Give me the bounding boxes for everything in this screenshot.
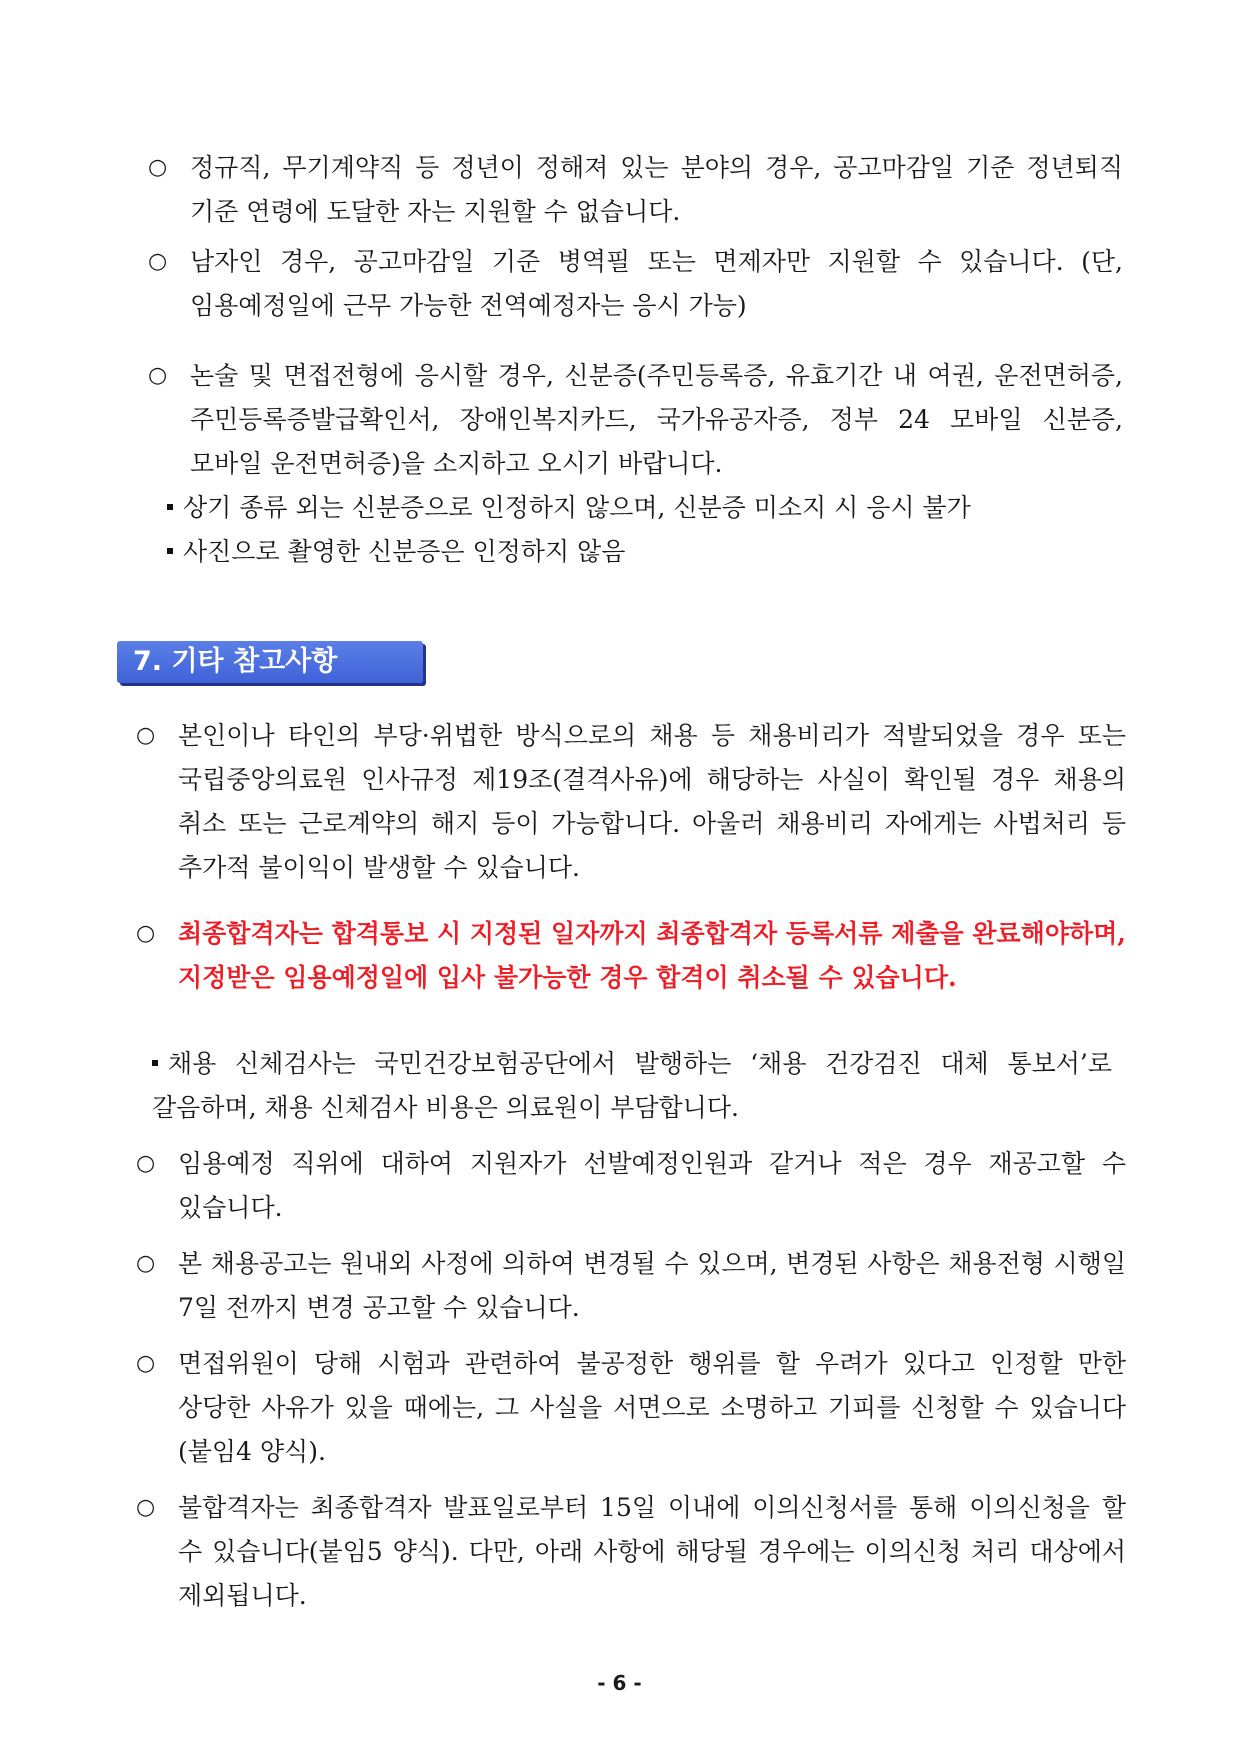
notice-military-service (148, 240, 1123, 328)
section-header: 7. 기타 참고사항 (117, 641, 423, 683)
notice-hiring-corruption (136, 714, 1126, 890)
sub-item-health-check: 채용 신체검사는 국민건강보험공단에서 발행하는 ‘채용 건강검진 대체 통보서’로 갈음하며, 채용 신체검사 비용은 의료원이 부담합니다. (152, 1049, 1112, 1122)
sub-item-id-types: 상기 종류 외는 신분증으로 인정하지 않으며, 신분증 미소지 시 응시 불가 (167, 486, 971, 530)
square-bullet-icon (167, 504, 173, 510)
notice-text: 면접위원이 당해 시험과 관련하여 불공정한 행위를 할 우려가 있다고 인정할 만한 상당한 사유가 있을 때에는, 그 사실을 서면으로 소명하고 기피를 신청할 수 있습니다(붙임4 양식). (178, 1349, 1126, 1466)
circle-bullet-icon: ○ (148, 155, 168, 180)
page-number: - 6 - (597, 1671, 642, 1695)
circle-bullet-icon: ○ (136, 723, 156, 748)
notice-final-registration (136, 912, 1126, 1000)
circle-bullet-icon: ○ (136, 1495, 156, 1520)
notice-text: 본 채용공고는 원내외 사정에 의하여 변경될 수 있으며, 변경된 사항은 채용전형 시행일 7일 전까지 변경 공고할 수 있습니다. (178, 1249, 1126, 1322)
notice-readvertise (136, 1142, 1126, 1230)
circle-bullet-icon: ○ (136, 1251, 156, 1276)
sub-item-photo-id: 사진으로 촬영한 신분증은 인정하지 않음 (167, 530, 625, 574)
circle-bullet-icon: ○ (136, 1151, 156, 1176)
notice-id-card (148, 354, 1123, 486)
square-bullet-icon (167, 548, 173, 554)
notice-objection (136, 1486, 1126, 1618)
notice-recusal (136, 1342, 1126, 1474)
notice-retirement-age (148, 146, 1123, 234)
circle-bullet-icon: ○ (148, 363, 168, 388)
circle-bullet-icon: ○ (136, 921, 156, 946)
notice-text-highlight: 최종합격자는 합격통보 시 지정된 일자까지 최종합격자 등록서류 제출을 완료해야하며, 지정받은 임용예정일에 입사 불가능한 경우 합격이 취소될 수 있습니다. (178, 919, 1126, 992)
circle-bullet-icon: ○ (148, 249, 168, 274)
circle-bullet-icon: ○ (136, 1351, 156, 1376)
notice-text: 남자인 경우, 공고마감일 기준 병역필 또는 면제자만 지원할 수 있습니다. (단, 임용예정일에 근무 가능한 전역예정자는 응시 가능) (190, 247, 1123, 320)
notice-change (136, 1242, 1126, 1330)
notice-text: 임용예정 직위에 대하여 지원자가 선발예정인원과 같거나 적은 경우 재공고할 수 있습니다. (178, 1149, 1126, 1222)
notice-text: 정규직, 무기계약직 등 정년이 정해져 있는 분야의 경우, 공고마감일 기준 정년퇴직 기준 연령에 도달한 자는 지원할 수 없습니다. (190, 153, 1123, 226)
notice-text: 본인이나 타인의 부당·위법한 방식으로의 채용 등 채용비리가 적발되었을 경우 또는 국립중앙의료원 인사규정 제19조(결격사유)에 해당하는 사실이 확인될 경우 채용의 취소 또는 근로계약의 해지 등이 가능합니다. 아울러 채용비리 자에게는 사법처리 등 추가적 불이익이 발생할 수 있습니다. (178, 721, 1126, 882)
square-bullet-icon (152, 1060, 158, 1066)
notice-text: 불합격자는 최종합격자 발표일로부터 15일 이내에 이의신청서를 통해 이의신청을 할 수 있습니다(붙임5 양식). 다만, 아래 사항에 해당될 경우에는 이의신청 처리 대상에서 제외됩니다. (178, 1493, 1126, 1610)
notice-text: 논술 및 면접전형에 응시할 경우, 신분증(주민등록증, 유효기간 내 여권, 운전면허증, 주민등록증발급확인서, 장애인복지카드, 국가유공자증, 정부 24 모바일 신분증, 모바일 운전면허증)을 소지하고 오시기 바랍니다. (190, 361, 1123, 478)
